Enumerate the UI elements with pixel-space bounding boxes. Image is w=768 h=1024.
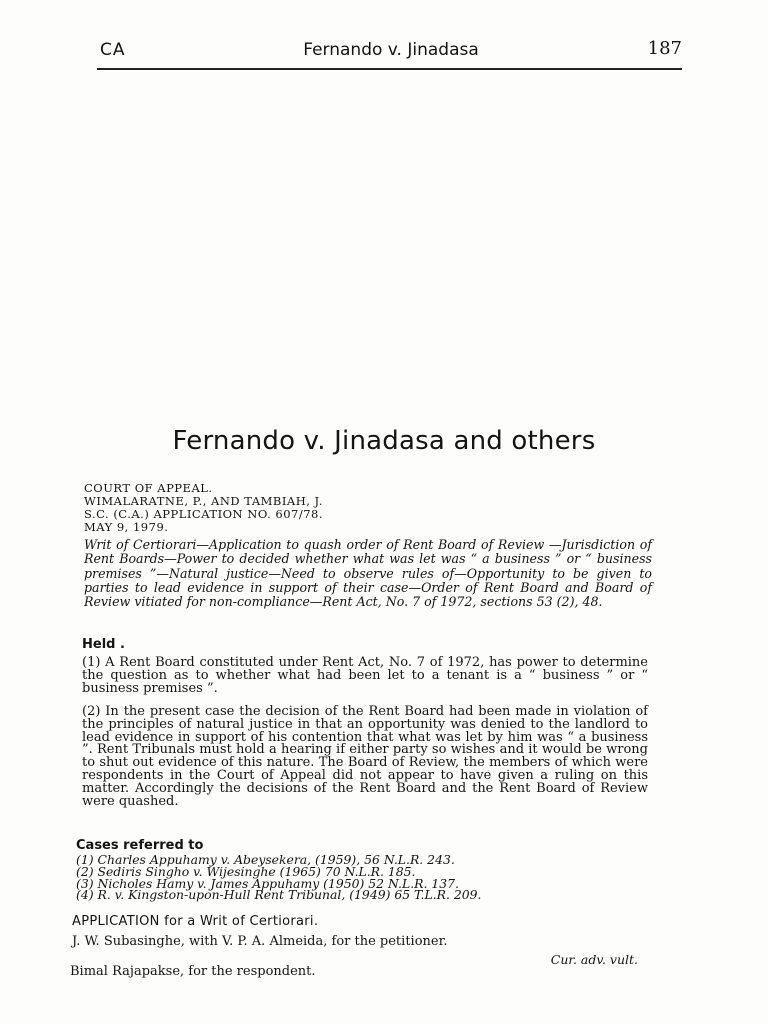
report-abbreviation: CA	[100, 40, 126, 60]
page-number: 187	[647, 38, 682, 59]
court-name: COURT OF APPEAL.	[84, 481, 213, 495]
application-line: APPLICATION for a Writ of Certiorari.	[72, 914, 319, 929]
case-title: Fernando v. Jinadasa and others	[172, 426, 596, 456]
case-citation: (1) Charles Appuhamy v. Abeysekera, (1959), 56 N.L.R. 243.	[76, 852, 455, 867]
judges: WIMALARATNE, P., AND TAMBIAH, J.	[84, 494, 323, 508]
headnote: Writ of Certiorari—Application to quash order of Rent Board of Review —Jurisdiction of Rent Boards—Power to decided whether what was let was “ a business ” or “ business premises ”—Natural justice—Need to observe rules of—Opportunity to be given to parties to lead evidence in support of their case—Order of Rent Board and Board of Review vitiated for non-compliance—Rent Act, No. 7 of 1972, sections 53 (2), 48.	[84, 537, 652, 610]
header-rule	[97, 68, 682, 70]
held-label: Held .	[82, 637, 125, 652]
counsel-petitioner: J. W. Subasinghe, with V. P. A. Almeida, for the petitioner.	[72, 934, 448, 949]
held-paragraph: (1) A Rent Board constituted under Rent Act, No. 7 of 1972, has power to determine the question as to whether what had been let to a tenant is a “ business ” or “ business premises ”.	[82, 655, 648, 696]
cases-list	[76, 854, 646, 901]
running-title: Fernando v. Jinadasa	[303, 40, 479, 60]
decision-date: MAY 9, 1979.	[84, 520, 169, 534]
coram-block	[84, 482, 644, 534]
case-citation: (2) Sediris Singho v. Wijesinghe (1965) 70 N.L.R. 185.	[76, 863, 416, 879]
application-number: S.C. (C.A.) APPLICATION NO. 607/78.	[84, 507, 323, 521]
running-head	[100, 38, 682, 66]
counsel-respondent: Bimal Rajapakse, for the respondent.	[70, 964, 316, 979]
case-citation: (3) Nicholes Hamy v. James Appuhamy (1950) 52 N.L.R. 137.	[76, 875, 459, 891]
cur-adv-vult: Cur. adv. vult.	[550, 952, 638, 967]
cases-referred-label: Cases referred to	[76, 838, 204, 853]
held-paragraph: (2) In the present case the decision of the Rent Board had been made in violation of the principles of natural justice in that an opportunity was denied to the landlord to lead evidence in support of his contention that what was let by him was “ a business ”. Rent Tribunals must hold a hearing if either party so wishes and it would be wrong to shut out evidence of this nature. The Board of Review, the members of which were respondents in the Court of Appeal did not appear to have given a ruling on this matter. Accordingly the decisions of the Rent Board and the Rent Board of Review were quashed.	[82, 704, 648, 809]
case-citation: (4) R. v. Kingston-upon-Hull Rent Tribunal, (1949) 65 T.L.R. 209.	[76, 887, 482, 903]
